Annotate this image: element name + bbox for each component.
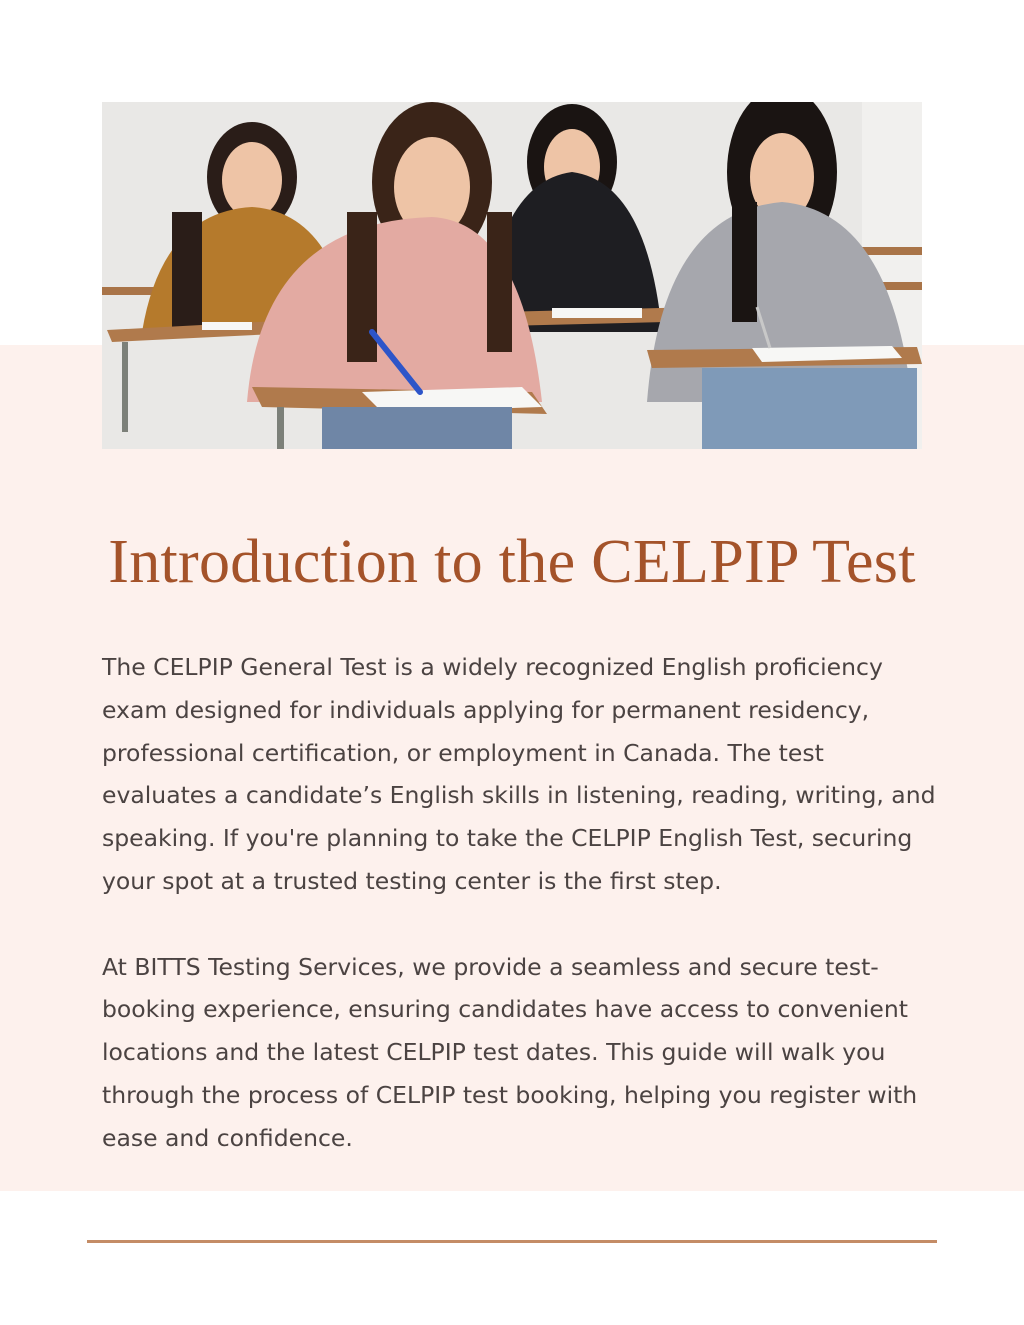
- text-line: speaking. If you're planning to take the CELPIP English Test, securing: [102, 824, 913, 853]
- text-line: evaluates a candidate’s English skills in listening, reading, writing, and: [102, 781, 936, 810]
- body-text: [102, 646, 952, 1160]
- text-line: professional certification, or employment in Canada. The test: [102, 738, 824, 767]
- text-line: your spot at a trusted testing center is the first step.: [102, 866, 722, 895]
- text-line: booking experience, ensuring candidates have access to convenient: [102, 995, 908, 1024]
- paragraph-intro: [102, 646, 952, 903]
- text-line: through the process of CELPIP test booking, helping you register with: [102, 1080, 918, 1109]
- text-line: ease and confidence.: [102, 1123, 353, 1152]
- text-line: exam designed for individuals applying for permanent residency,: [102, 695, 870, 724]
- paragraph-bitts: [102, 946, 952, 1160]
- hero-image: [102, 102, 922, 449]
- text-line: locations and the latest CELPIP test dates. This guide will walk you: [102, 1038, 886, 1067]
- footer-divider: [87, 1240, 937, 1243]
- text-line: At BITTS Testing Services, we provide a seamless and secure test-: [102, 952, 879, 981]
- classroom-exam-photo-icon: [102, 102, 922, 449]
- page-title: Introduction to the CELPIP Test: [108, 528, 916, 596]
- text-line: The CELPIP General Test is a widely recognized English proficiency: [102, 653, 883, 681]
